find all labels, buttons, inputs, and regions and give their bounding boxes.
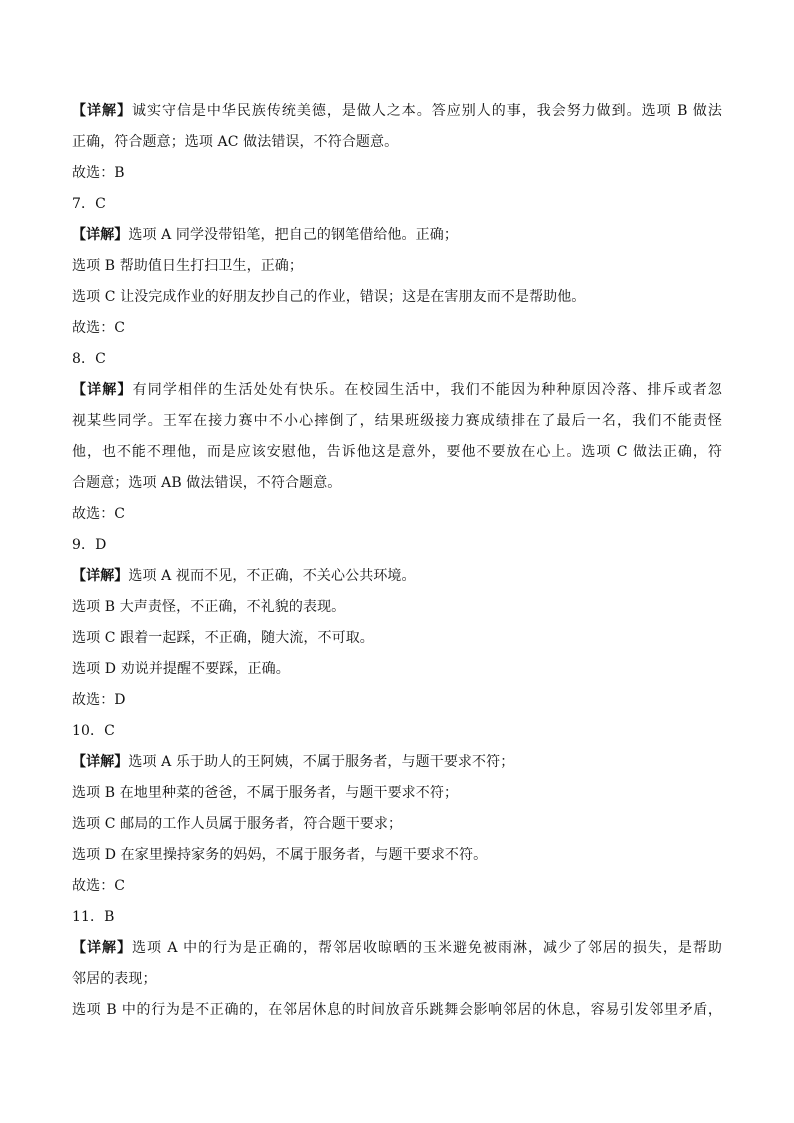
line-text: 合题意；选项 AB 做法错误，不符合题意。 — [72, 475, 342, 491]
text-line — [72, 995, 722, 1026]
text-line — [72, 313, 722, 344]
detail-label: 【详解】 — [72, 940, 132, 956]
line-text: 选项 A 视而不见，不正确，不关心公共环境。 — [128, 568, 416, 584]
line-text: 正确，符合题意；选项 AC 做法错误，不符合题意。 — [72, 134, 399, 150]
text-line — [72, 220, 722, 251]
line-text: 选项 D 劝说并提醒不要踩，正确。 — [72, 661, 290, 677]
text-line — [72, 747, 722, 778]
line-text: 邻居的表现； — [72, 971, 157, 987]
answer-explanations — [72, 96, 722, 1026]
text-line — [72, 468, 722, 499]
text-line — [72, 375, 722, 406]
line-text: 故选：C — [72, 320, 126, 336]
line-text: 选项 A 乐于助人的王阿姨，不属于服务者，与题干要求不符； — [128, 754, 515, 770]
text-line — [72, 530, 722, 561]
line-text: 选项 B 在地里种菜的爸爸，不属于服务者，与题干要求不符； — [72, 785, 459, 801]
text-line — [72, 964, 722, 995]
line-text: 故选：C — [72, 878, 126, 894]
line-text: 9．D — [72, 537, 107, 553]
line-text: 11．B — [72, 909, 115, 925]
text-line — [72, 406, 722, 437]
detail-label: 【详解】 — [72, 382, 133, 398]
text-line — [72, 933, 722, 964]
line-text: 故选：C — [72, 506, 126, 522]
text-line — [72, 561, 722, 592]
text-line — [72, 809, 722, 840]
text-line — [72, 127, 722, 158]
text-line — [72, 840, 722, 871]
line-text: 诚实守信是中华民族传统美德，是做人之本。答应别人的事，我会努力做到。选项 B 做法 — [131, 103, 722, 119]
line-text: 选项 B 大声责怪，不正确，不礼貌的表现。 — [72, 599, 346, 615]
line-text: 他，也不能不理他，而是应该安慰他，告诉他这是意外，要他不要放在心上。选项 C 做法正确，符 — [72, 444, 722, 460]
text-line — [72, 623, 722, 654]
line-text: 有同学相伴的生活处处有快乐。在校园生活中，我们不能因为种种原因冷落、排斥或者忽 — [132, 382, 722, 398]
line-text: 故选：B — [72, 165, 125, 181]
text-line — [72, 344, 722, 375]
line-text: 10．C — [72, 723, 115, 739]
text-line — [72, 716, 722, 747]
text-line — [72, 871, 722, 902]
text-line — [72, 282, 722, 313]
detail-label: 【详解】 — [72, 754, 129, 770]
line-text: 选项 C 邮局的工作人员属于服务者，符合题干要求； — [72, 816, 403, 832]
text-line — [72, 778, 722, 809]
text-line — [72, 189, 722, 220]
line-text: 选项 C 让没完成作业的好朋友抄自己的作业，错误；这是在害朋友而不是帮助他。 — [72, 289, 586, 305]
text-line — [72, 685, 722, 716]
line-text: 选项 B 帮助值日生打扫卫生，正确； — [72, 258, 303, 274]
text-line — [72, 654, 722, 685]
detail-label: 【详解】 — [72, 103, 132, 119]
line-text: 故选：D — [72, 692, 126, 708]
line-text: 视某些同学。王军在接力赛中不小心摔倒了，结果班级接力赛成绩排在了最后一名，我们不能责怪 — [72, 413, 722, 429]
line-text: 7．C — [72, 196, 106, 212]
detail-label: 【详解】 — [72, 568, 129, 584]
line-text: 选项 A 同学没带铅笔，把自己的钢笔借给他。正确； — [128, 227, 458, 243]
text-line — [72, 158, 722, 189]
line-text: 8．C — [72, 351, 106, 367]
text-line — [72, 96, 722, 127]
text-line — [72, 251, 722, 282]
text-line — [72, 592, 722, 623]
line-text: 选项 C 跟着一起踩，不正确，随大流，不可取。 — [72, 630, 374, 646]
text-line — [72, 437, 722, 468]
line-text: 选项 B 中的行为是不正确的，在邻居休息的时间放音乐跳舞会影响邻居的休息，容易引发邻里矛盾， — [72, 1002, 722, 1018]
text-line — [72, 499, 722, 530]
line-text: 选项 D 在家里操持家务的妈妈，不属于服务者，与题干要求不符。 — [72, 847, 488, 863]
text-line — [72, 902, 722, 933]
detail-label: 【详解】 — [72, 227, 129, 243]
line-text: 选项 A 中的行为是正确的，帮邻居收晾晒的玉米避免被雨淋，减少了邻居的损失，是帮助 — [131, 940, 722, 956]
